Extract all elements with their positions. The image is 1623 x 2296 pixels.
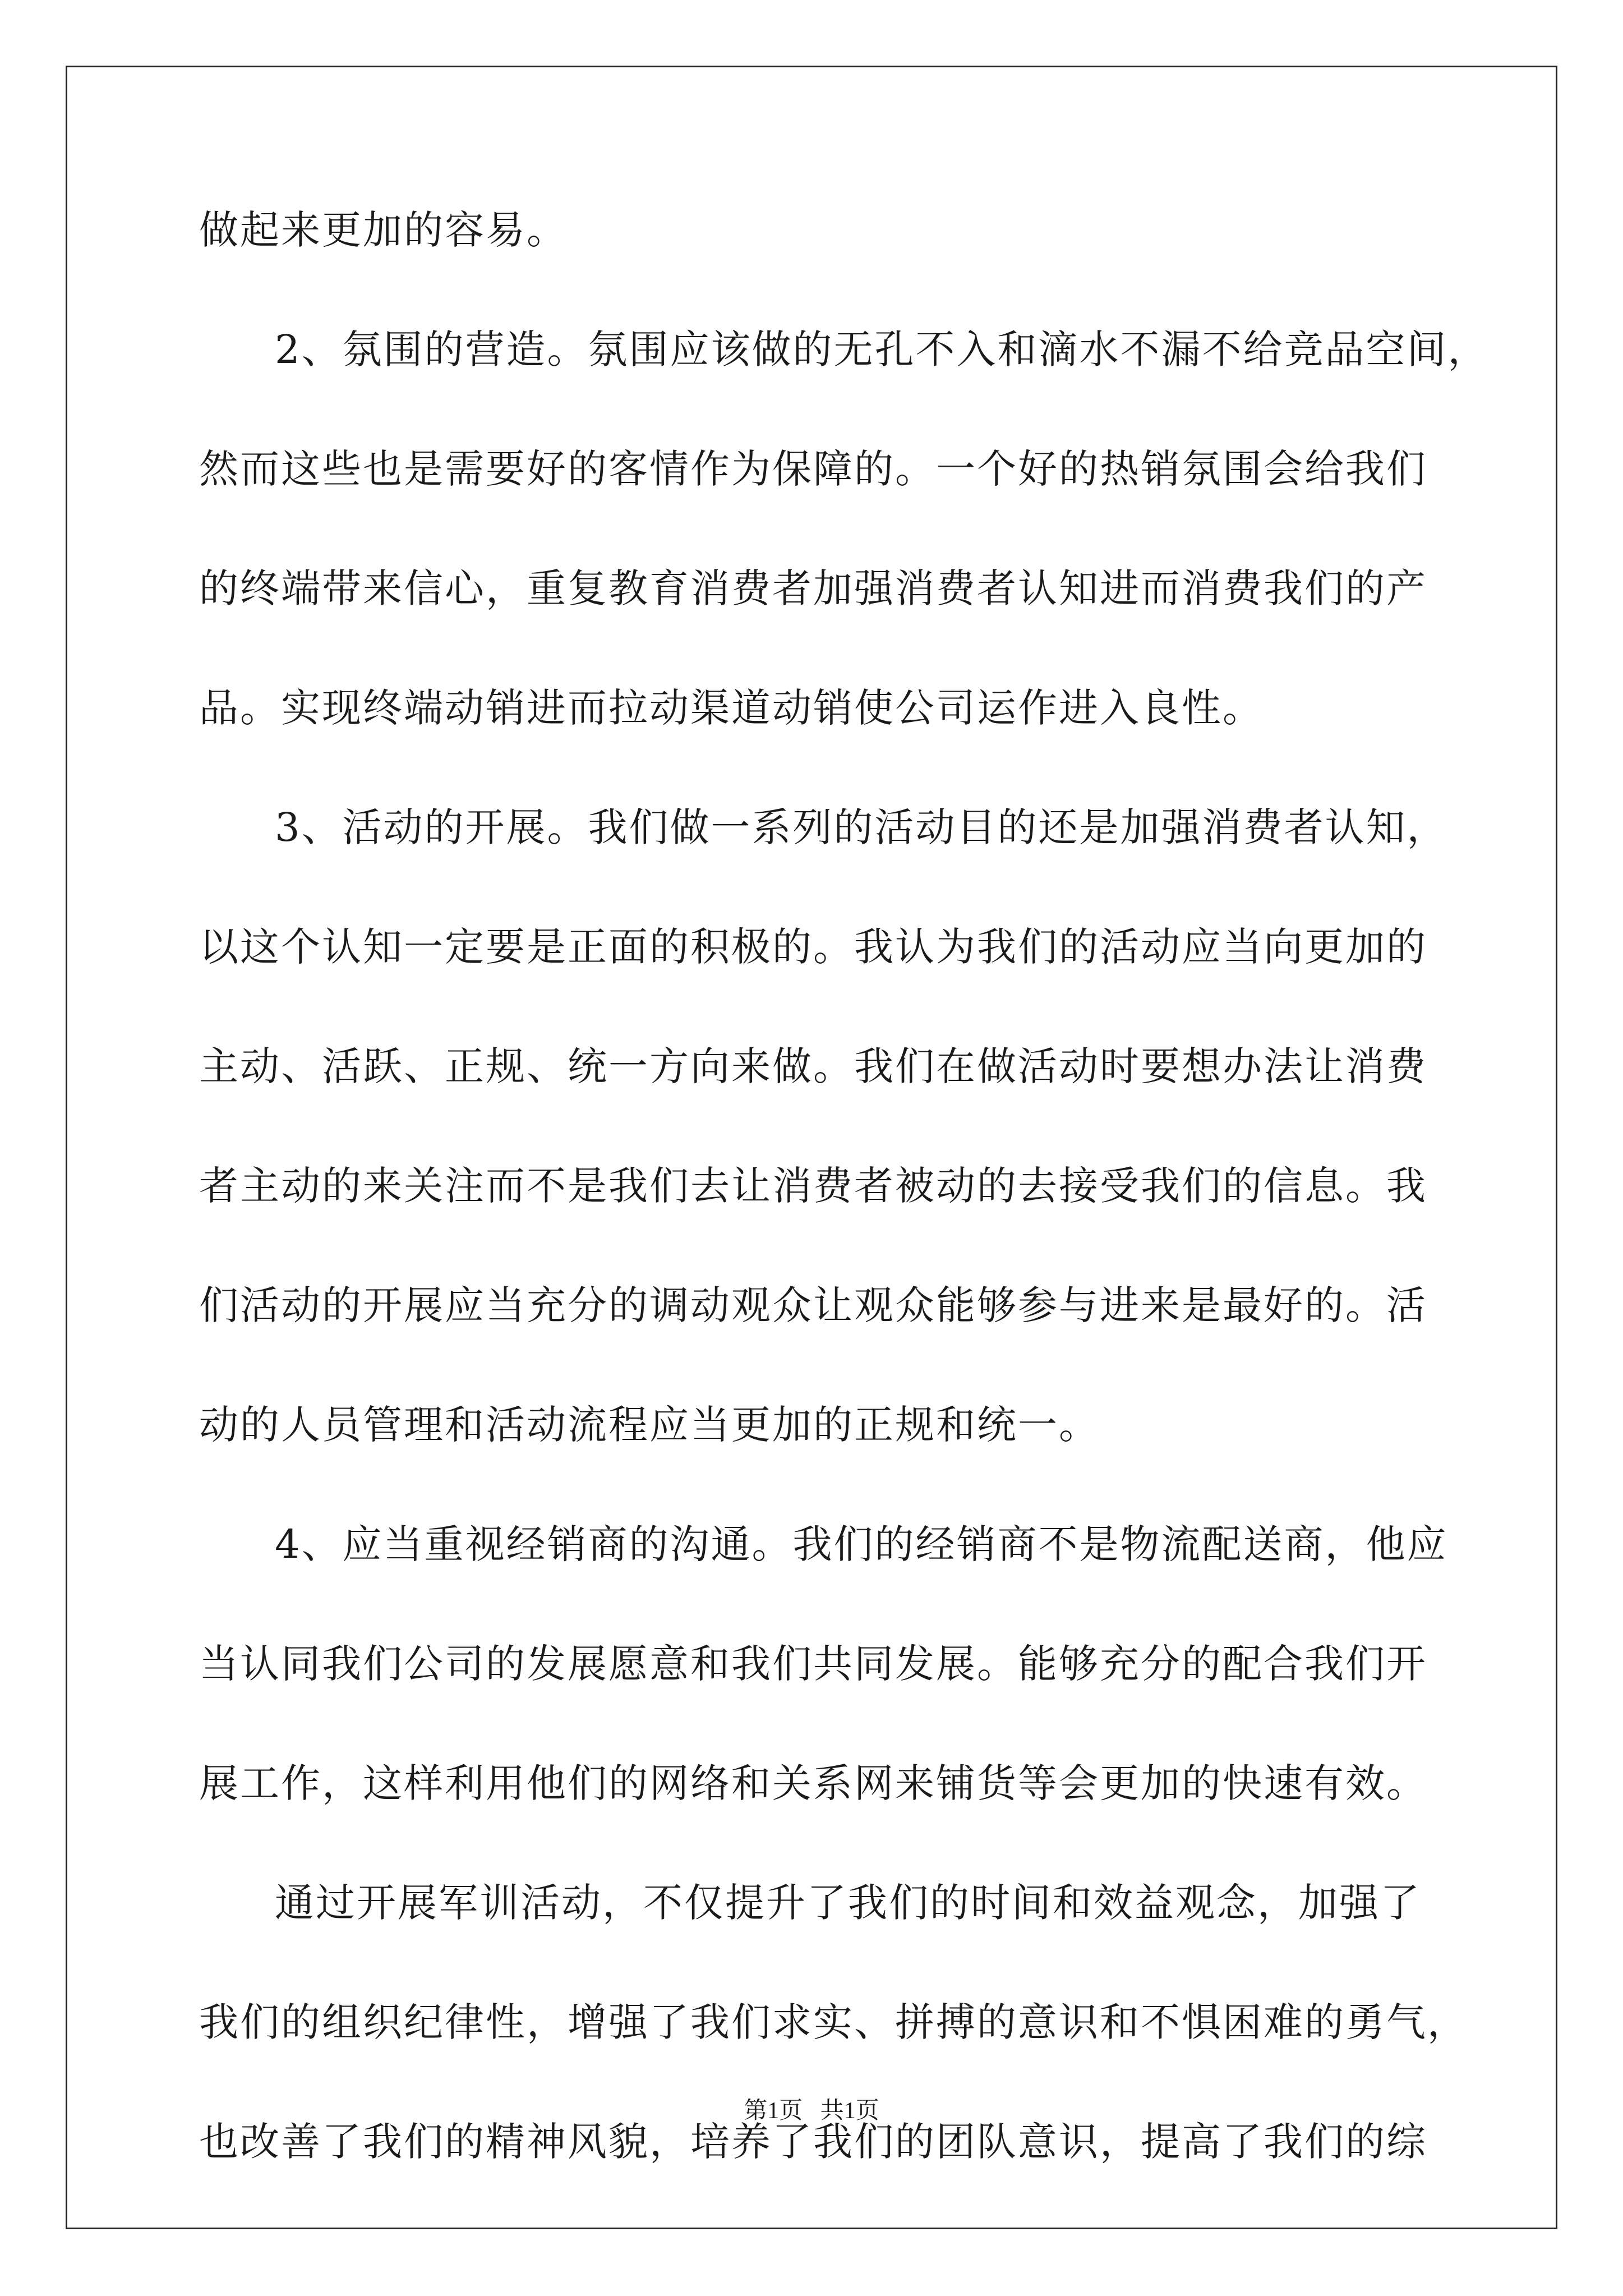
paragraph-line: 们活动的开展应当充分的调动观众让观众能够参与进来是最好的。活: [199, 1282, 1427, 1328]
paragraph-line: 也改善了我们的精神风貌，培养了我们的团队意识，提高了我们的综: [199, 2119, 1427, 2165]
paragraph-line: 的终端带来信心，重复教育消费者加强消费者认知进而消费我们的产: [199, 565, 1427, 611]
paragraph-line: 4、应当重视经销商的沟通。我们的经销商不是物流配送商，他应: [275, 1521, 1448, 1567]
paragraph-line: 然而这些也是需要好的客情作为保障的。一个好的热销氛围会给我们: [199, 446, 1427, 492]
paragraph-line: 做起来更加的容易。: [199, 207, 568, 253]
paragraph-line: 者主动的来关注而不是我们去让消费者被动的去接受我们的信息。我: [199, 1163, 1427, 1209]
paragraph-line: 我们的组织纪律性，增强了我们求实、拼搏的意识和不惧困难的勇气，: [199, 1999, 1468, 2045]
paragraph-line: 动的人员管理和活动流程应当更加的正规和统一。: [199, 1402, 1100, 1448]
paragraph-line: 2、氛围的营造。氛围应该做的无孔不入和滴水不漏不给竞品空间，: [275, 326, 1489, 372]
paragraph-line: 展工作，这样利用他们的网络和关系网来铺货等会更加的快速有效。: [199, 1760, 1427, 1806]
paragraph-line: 通过开展军训活动，不仅提升了我们的时间和效益观念，加强了: [275, 1880, 1421, 1926]
paragraph-line: 以这个认知一定要是正面的积极的。我认为我们的活动应当向更加的: [199, 924, 1427, 970]
paragraph-line: 主动、活跃、正规、统一方向来做。我们在做活动时要想办法让消费: [199, 1043, 1427, 1089]
paragraph-line: 品。实现终端动销进而拉动渠道动销使公司运作进入良性。: [199, 685, 1264, 731]
paragraph-line: 当认同我们公司的发展愿意和我们共同发展。能够充分的配合我们开: [199, 1641, 1427, 1687]
page-number: 第1页 共1页: [744, 2098, 879, 2124]
paragraph-line: 3、活动的开展。我们做一系列的活动目的还是加强消费者认知，: [275, 804, 1448, 850]
